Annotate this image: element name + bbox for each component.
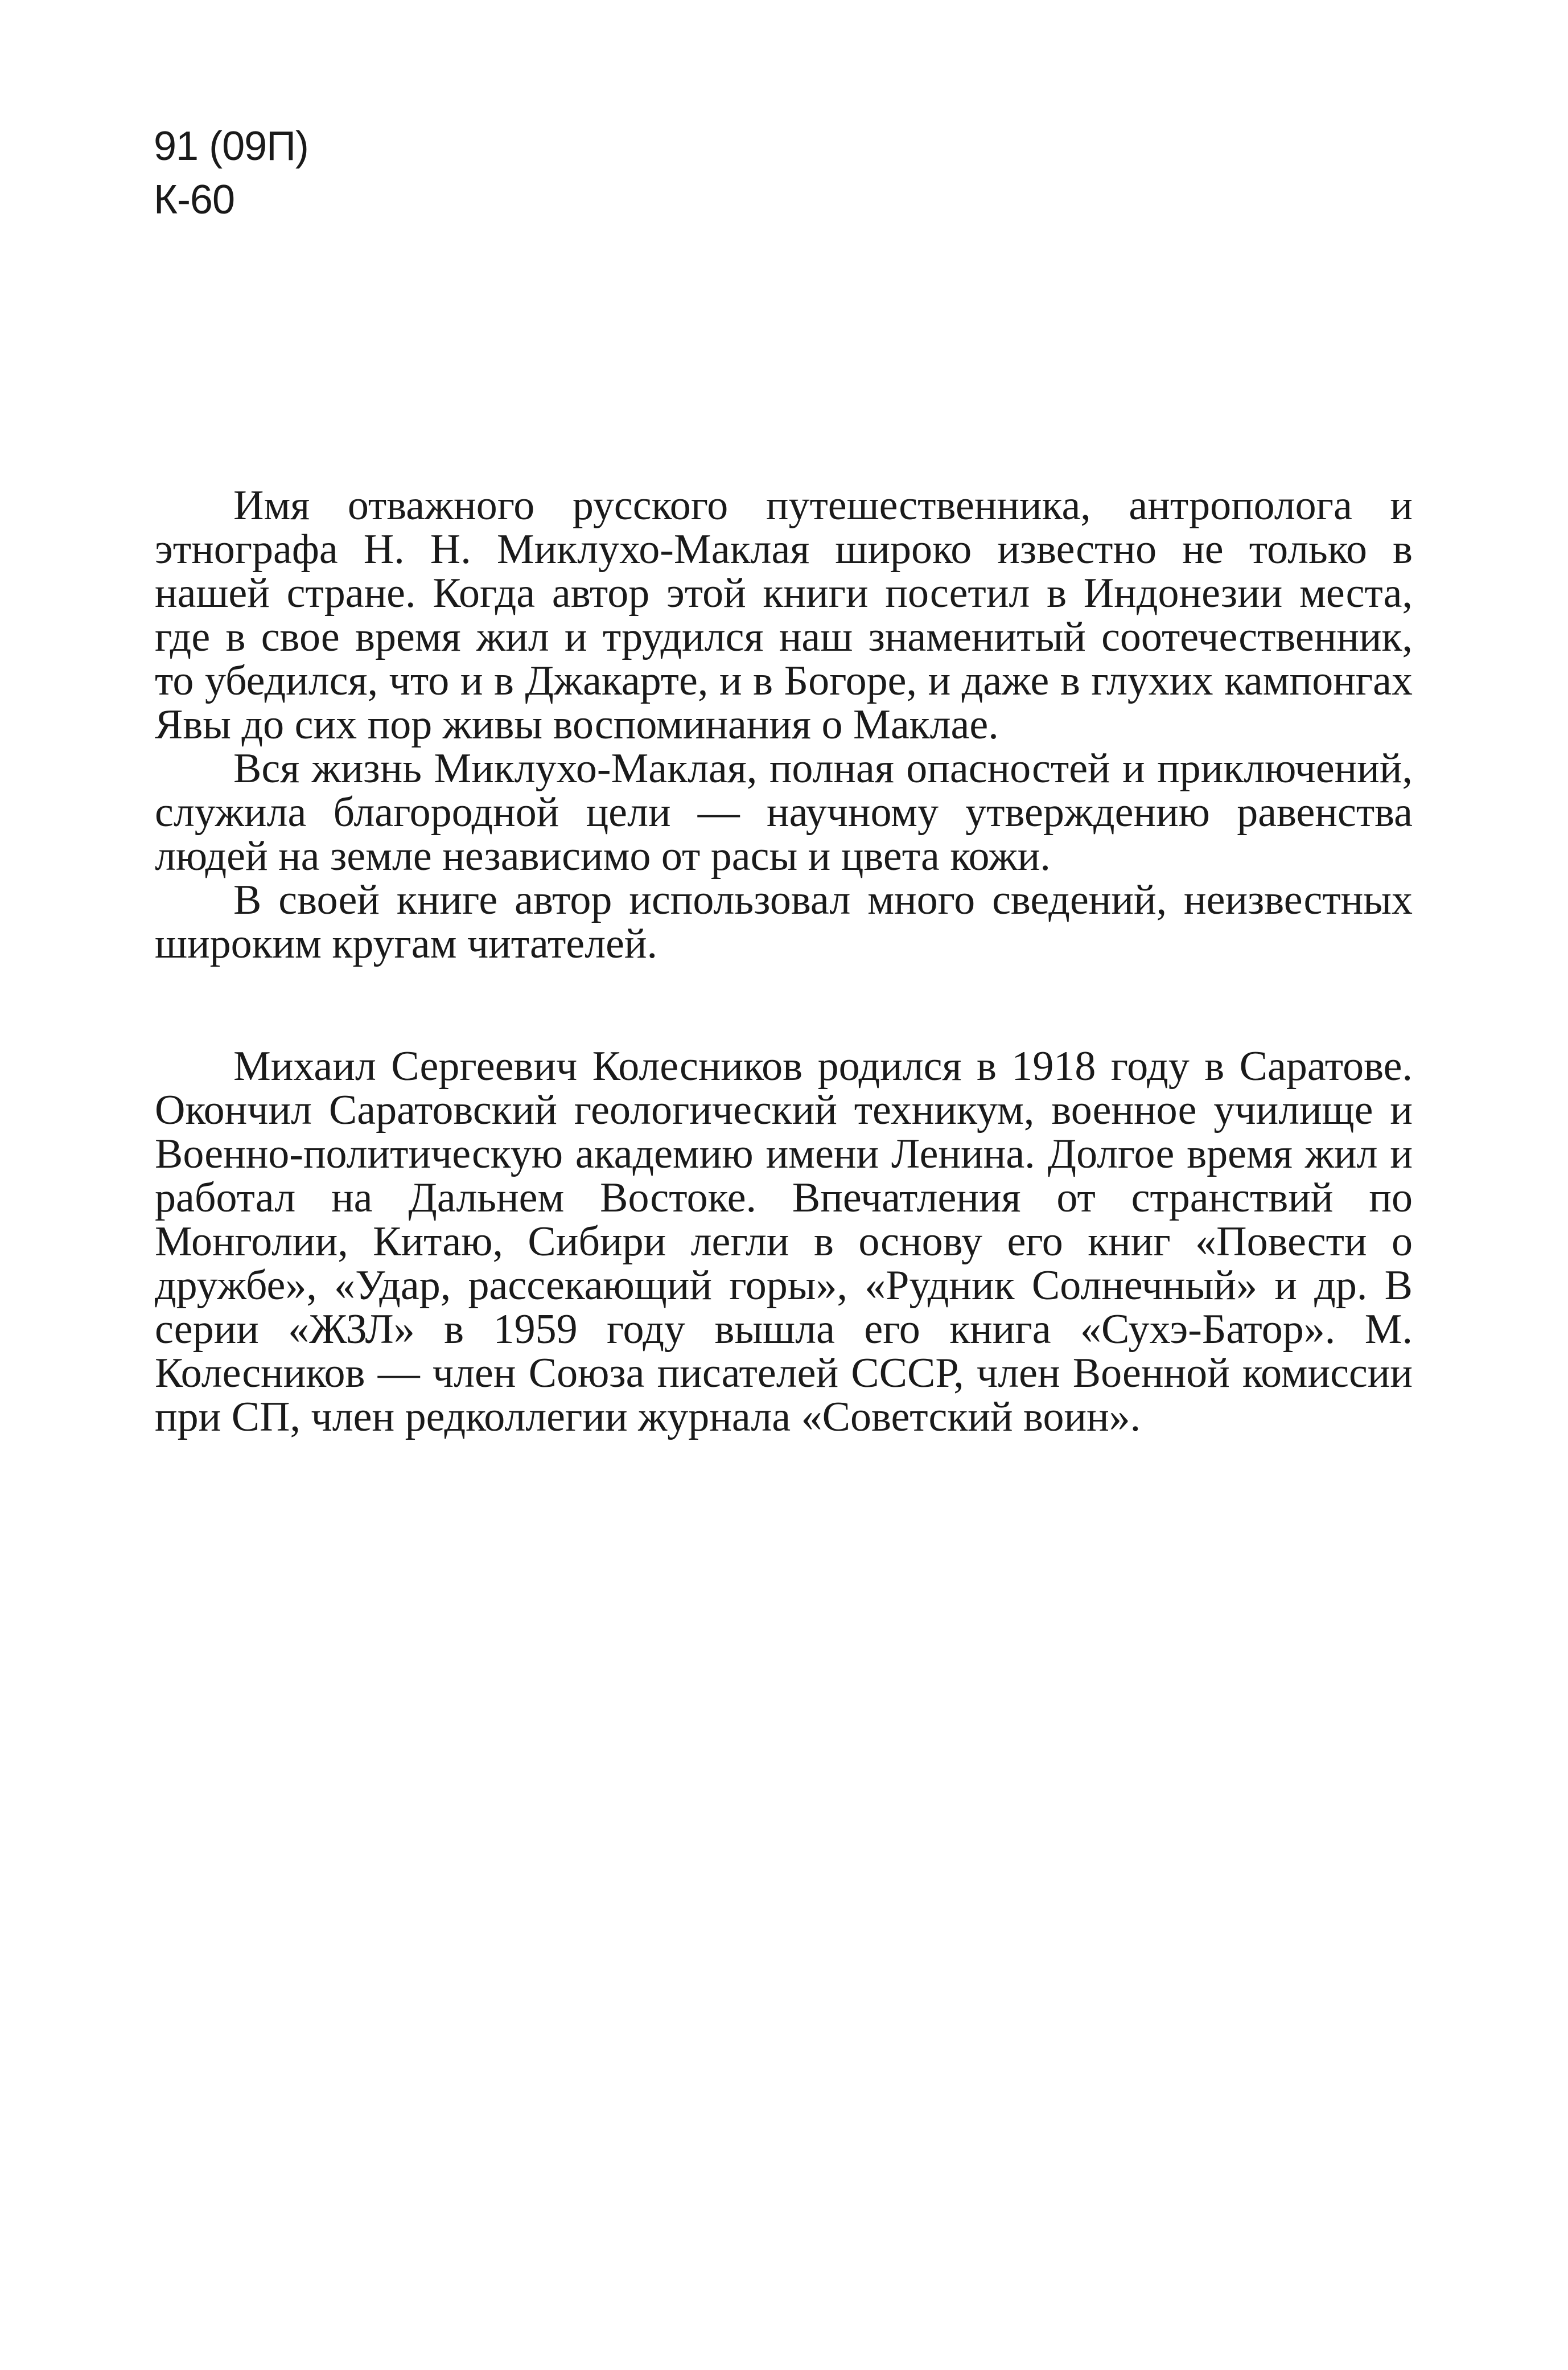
library-classification [154,120,308,227]
annotation-paragraph: Имя отважного русского путешественника, антрополога и этнографа Н. Н. Миклухо-Маклая широко известно не только в нашей стране. Когда автор этой книги посетил в Индонезии места, где в свое время жил и трудился наш знаменитый соотечественник, то убедился, что и в Джакарте, и в Богоре, и даже в глухих кампонгах Явы до сих пор живы воспоминания о Маклае. [155,482,1413,748]
author-biography-paragraph: Михаил Сергеевич Колесников родился в 1918 году в Саратове. Окончил Саратовский геологический техникум, военное училище и Военно-политическую академию имени Ленина. Долгое время жил и работал на Дальнем Востоке. Впечатления от странствий по Монголии, Китаю, Сибири легли в основу его книг «Повести о дружбе», «Удар, рассекающий горы», «Рудник Солнечный» и др. В серии «ЖЗЛ» в 1959 году вышла его книга «Сухэ-Батор». М. Колесников — член Союза писателей СССР, член Военной комиссии при СП, член редколлегии журнала «Советский воин». [155,1043,1413,1440]
book-annotation [155,484,1413,966]
annotation-paragraph: В своей книге автор использовал много сведений, неизвестных широким кругам читателей. [155,877,1413,967]
classification-code: 91 (09П) [154,124,308,169]
author-mark: К-60 [154,177,235,223]
author-biography [155,1045,1413,1439]
annotation-paragraph: Вся жизнь Миклухо-Маклая, полная опасностей и приключений, служила благородной цели — научному утверждению равенства людей на земле независимо от расы и цвета кожи. [155,745,1413,880]
